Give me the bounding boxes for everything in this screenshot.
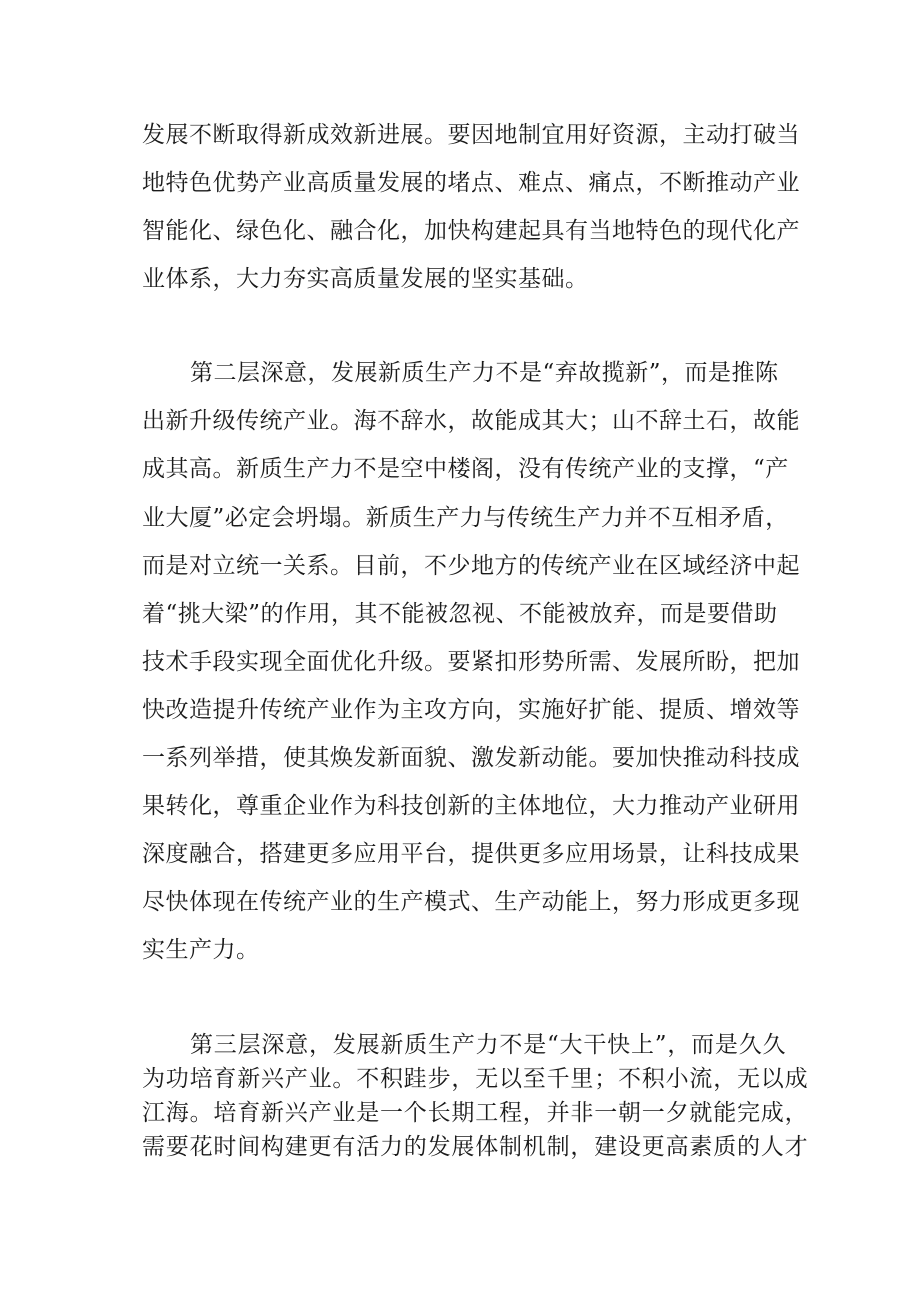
paragraph-2-line-3: 成其高。新质生产力不是空中楼阁，没有传统产业的支撑，“产 [142, 456, 789, 482]
paragraph-2-line-7: 技术手段实现全面优化升级。要紧扣形势所需、发展所盼，把加 [142, 649, 800, 675]
paragraph-2-line-12: 尽快体现在传统产业的生产模式、生产动能上，努力形成更多现 [142, 889, 800, 915]
paragraph-1-line-3: 智能化、绿色化、融合化，加快构建起具有当地特色的现代化产 [142, 218, 800, 244]
paragraph-2-line-5: 而是对立统一关系。目前，不少地方的传统产业在区域经济中起 [142, 553, 800, 579]
paragraph-3-line-3: 江海。培育新兴产业是一个长期工程，并非一朝一夕就能完成， [142, 1100, 809, 1126]
paragraph-2-line-2: 出新升级传统产业。海不辞水，故能成其大；山不辞土石，故能 [142, 408, 800, 434]
paragraph-1-line-2: 地特色优势产业高质量发展的堵点、难点、痛点，不断推动产业 [142, 170, 800, 196]
paragraph-2-line-11: 深度融合，搭建更多应用平台，提供更多应用场景，让科技成果 [142, 841, 800, 867]
paragraph-2-line-8: 快改造提升传统产业作为主攻方向，实施好扩能、提质、增效等 [142, 697, 800, 723]
paragraph-2-line-9: 一系列举措，使其焕发新面貌、激发新动能。要加快推动科技成 [142, 745, 800, 771]
paragraph-3-line-2: 为功培育新兴产业。不积跬步，无以至千里；不积小流，无以成 [142, 1066, 809, 1092]
paragraph-1-line-1: 发展不断取得新成效新进展。要因地制宜用好资源，主动打破当 [142, 122, 800, 148]
paragraph-3-line-1: 第三层深意，发展新质生产力不是“大干快上”，而是久久 [190, 1032, 787, 1058]
paragraph-3-line-4: 需要花时间构建更有活力的发展体制机制，建设更高素质的人才 [142, 1134, 809, 1160]
paragraph-2-line-4: 业大厦”必定会坍塌。新质生产力与传统生产力并不互相矛盾， [142, 505, 789, 531]
paragraph-2-line-6: 着“挑大梁”的作用，其不能被忽视、不能被放弃，而是要借助 [142, 601, 778, 627]
paragraph-1-line-4: 业体系，大力夯实高质量发展的坚实基础。 [142, 266, 589, 292]
paragraph-2-line-10: 果转化，尊重企业作为科技创新的主体地位，大力推动产业研用 [142, 793, 800, 819]
paragraph-2-line-13: 实生产力。 [142, 937, 260, 963]
paragraph-2-line-1: 第二层深意，发展新质生产力不是“弃故揽新”，而是推陈 [190, 360, 779, 386]
